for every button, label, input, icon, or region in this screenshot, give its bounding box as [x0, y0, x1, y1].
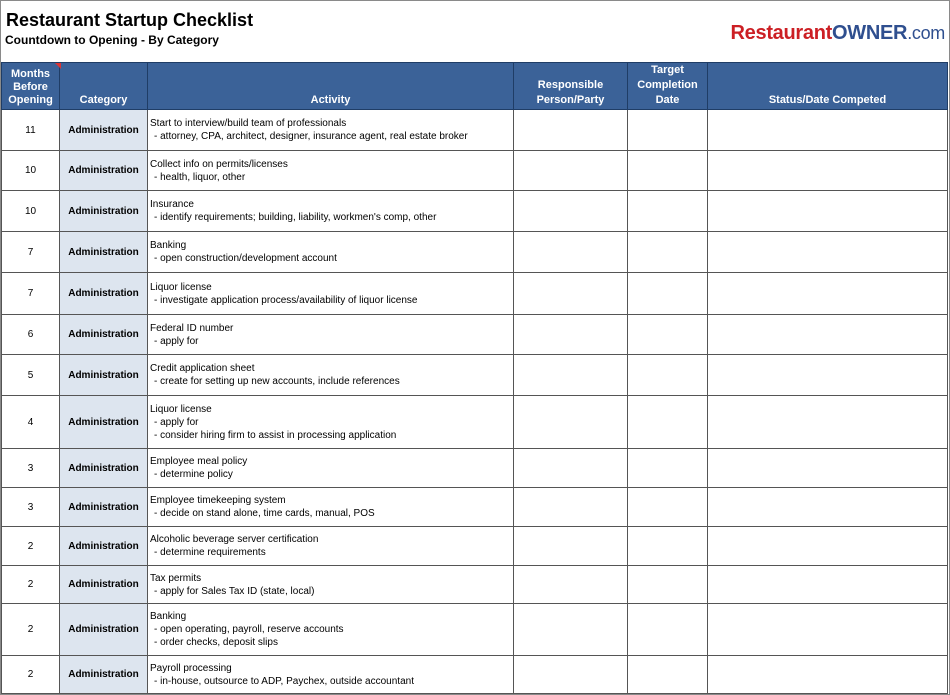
months-cell: 3 [2, 449, 60, 488]
months-cell: 2 [2, 604, 60, 656]
target-date-cell[interactable] [628, 527, 708, 566]
table-row [2, 604, 948, 656]
target-date-cell[interactable] [628, 488, 708, 527]
target-date-cell[interactable] [628, 110, 708, 151]
activity-title: Employee timekeeping system [150, 495, 286, 506]
col-header-target-line: Target [651, 64, 684, 76]
activity-cell [148, 656, 514, 694]
category-cell: Administration [60, 273, 148, 315]
category-cell: Administration [60, 527, 148, 566]
status-cell[interactable] [708, 488, 948, 527]
responsible-cell[interactable] [514, 273, 628, 315]
activity-detail: - determine requirements [154, 547, 266, 558]
activity-cell [148, 527, 514, 566]
responsible-cell[interactable] [514, 315, 628, 355]
page-title: Restaurant Startup Checklist [6, 10, 254, 30]
target-date-cell[interactable] [628, 232, 708, 273]
status-cell[interactable] [708, 656, 948, 694]
status-cell[interactable] [708, 604, 948, 656]
activity-detail: - determine policy [154, 469, 233, 480]
col-header-months-line: Before [13, 80, 48, 93]
target-date-cell[interactable] [628, 656, 708, 694]
activity-title: Tax permits [150, 572, 202, 584]
activity-cell [148, 232, 514, 273]
category-cell: Administration [60, 110, 148, 151]
table-row [2, 527, 948, 566]
activity-cell [148, 151, 514, 191]
months-cell: 2 [2, 527, 60, 566]
category-cell: Administration [60, 151, 148, 191]
restaurant-owner-logo [731, 22, 945, 45]
activity-detail: - consider hiring firm to assist in processing application [154, 429, 397, 441]
col-header-target-line: Completion [637, 79, 698, 91]
responsible-cell[interactable] [514, 604, 628, 656]
months-cell: 4 [2, 396, 60, 449]
activity-cell [148, 566, 514, 604]
table-row [2, 151, 948, 191]
activity-detail: - apply for [154, 416, 199, 428]
col-header-months [2, 63, 60, 110]
table-row [2, 656, 948, 694]
status-cell[interactable] [708, 151, 948, 191]
activity-detail: - decide on stand alone, time cards, manual, POS [154, 508, 375, 519]
target-date-cell[interactable] [628, 449, 708, 488]
col-header-category: Category [60, 63, 148, 110]
category-cell: Administration [60, 191, 148, 232]
responsible-cell[interactable] [514, 191, 628, 232]
activity-detail: - identify requirements; building, liability, workmen's comp, other [154, 212, 437, 223]
activity-cell [148, 355, 514, 396]
activity-title: Start to interview/build team of professionals [150, 118, 347, 129]
status-cell[interactable] [708, 315, 948, 355]
category-cell: Administration [60, 396, 148, 449]
activity-detail: - health, liquor, other [154, 171, 246, 183]
logo-part-com: .com [907, 23, 945, 43]
months-cell: 5 [2, 355, 60, 396]
col-header-target-line: Date [655, 94, 680, 106]
category-cell: Administration [60, 355, 148, 396]
col-header-activity: Activity [148, 63, 514, 110]
responsible-cell[interactable] [514, 110, 628, 151]
page-subtitle: Countdown to Opening - By Category [5, 33, 219, 47]
months-cell: 2 [2, 656, 60, 694]
activity-title: Credit application sheet [150, 363, 255, 374]
activity-detail: - investigate application process/availability of liquor license [154, 294, 418, 306]
category-cell: Administration [60, 656, 148, 694]
logo-part-restaurant: Restaurant [730, 22, 833, 44]
activity-detail: - apply for [154, 335, 199, 347]
activity-cell [148, 488, 514, 527]
table-row [2, 273, 948, 315]
months-cell: 3 [2, 488, 60, 527]
logo-part-owner: OWNER [832, 22, 908, 44]
status-cell[interactable] [708, 566, 948, 604]
status-cell[interactable] [708, 355, 948, 396]
activity-title: Liquor license [150, 403, 212, 415]
activity-title: Alcoholic beverage server certification [150, 534, 319, 545]
col-header-responsible [514, 63, 628, 110]
activity-title: Employee meal policy [150, 456, 248, 467]
category-cell: Administration [60, 232, 148, 273]
status-cell[interactable] [708, 396, 948, 449]
activity-title: Federal ID number [150, 322, 234, 334]
activity-title: Banking [150, 611, 187, 622]
activity-cell [148, 449, 514, 488]
activity-detail: - apply for Sales Tax ID (state, local) [154, 585, 315, 597]
activity-detail: - attorney, CPA, architect, designer, insurance agent, real estate broker [154, 131, 468, 142]
activity-detail: - open construction/development account [154, 253, 337, 264]
target-date-cell[interactable] [628, 273, 708, 315]
target-date-cell[interactable] [628, 315, 708, 355]
target-date-cell[interactable] [628, 151, 708, 191]
responsible-cell[interactable] [514, 355, 628, 396]
col-header-responsible-line: Person/Party [536, 94, 605, 106]
activity-title: Insurance [150, 199, 194, 210]
months-cell: 7 [2, 273, 60, 315]
activity-cell [148, 191, 514, 232]
activity-detail: - open operating, payroll, reserve accounts [154, 624, 344, 635]
activity-cell [148, 315, 514, 355]
responsible-cell[interactable] [514, 656, 628, 694]
target-date-cell[interactable] [628, 566, 708, 604]
col-header-responsible-line: Responsible [537, 79, 604, 91]
activity-cell [148, 604, 514, 656]
responsible-cell[interactable] [514, 527, 628, 566]
status-cell[interactable] [708, 527, 948, 566]
months-cell: 11 [2, 110, 60, 151]
months-cell: 10 [2, 151, 60, 191]
table-row [2, 449, 948, 488]
responsible-cell[interactable] [514, 449, 628, 488]
activity-detail: - in-house, outsource to ADP, Paychex, outside accountant [154, 675, 414, 687]
table-row [2, 355, 948, 396]
table-row [2, 566, 948, 604]
status-cell[interactable] [708, 232, 948, 273]
category-cell: Administration [60, 315, 148, 355]
months-cell: 2 [2, 566, 60, 604]
table-row [2, 396, 948, 449]
responsible-cell[interactable] [514, 151, 628, 191]
target-date-cell[interactable] [628, 191, 708, 232]
table-row [2, 488, 948, 527]
activity-title: Payroll processing [150, 662, 232, 674]
responsible-cell[interactable] [514, 566, 628, 604]
activity-cell [148, 273, 514, 315]
status-cell[interactable] [708, 449, 948, 488]
table-row [2, 110, 948, 151]
target-date-cell[interactable] [628, 396, 708, 449]
cell-comment-marker [55, 63, 61, 69]
col-header-months-line: Opening [8, 93, 53, 106]
header-row [2, 63, 948, 110]
status-cell[interactable] [708, 110, 948, 151]
category-cell: Administration [60, 566, 148, 604]
table-row [2, 315, 948, 355]
months-cell: 10 [2, 191, 60, 232]
col-header-months-line: Months [10, 67, 51, 80]
col-header-target [628, 63, 708, 110]
target-date-cell[interactable] [628, 604, 708, 656]
months-cell: 7 [2, 232, 60, 273]
responsible-cell[interactable] [514, 488, 628, 527]
category-cell: Administration [60, 449, 148, 488]
checklist-table [1, 62, 948, 694]
category-cell: Administration [60, 604, 148, 656]
activity-cell [148, 396, 514, 449]
activity-title: Banking [150, 240, 187, 251]
activity-detail: - create for setting up new accounts, include references [154, 376, 400, 387]
target-date-cell[interactable] [628, 355, 708, 396]
responsible-cell[interactable] [514, 396, 628, 449]
months-cell: 6 [2, 315, 60, 355]
activity-title: Collect info on permits/licenses [150, 158, 288, 170]
status-cell[interactable] [708, 191, 948, 232]
col-header-status: Status/Date Competed [708, 63, 948, 110]
activity-detail: - order checks, deposit slips [154, 637, 278, 648]
activity-cell [148, 110, 514, 151]
status-cell[interactable] [708, 273, 948, 315]
category-cell: Administration [60, 488, 148, 527]
table-row [2, 191, 948, 232]
responsible-cell[interactable] [514, 232, 628, 273]
table-row [2, 232, 948, 273]
activity-title: Liquor license [150, 281, 212, 293]
